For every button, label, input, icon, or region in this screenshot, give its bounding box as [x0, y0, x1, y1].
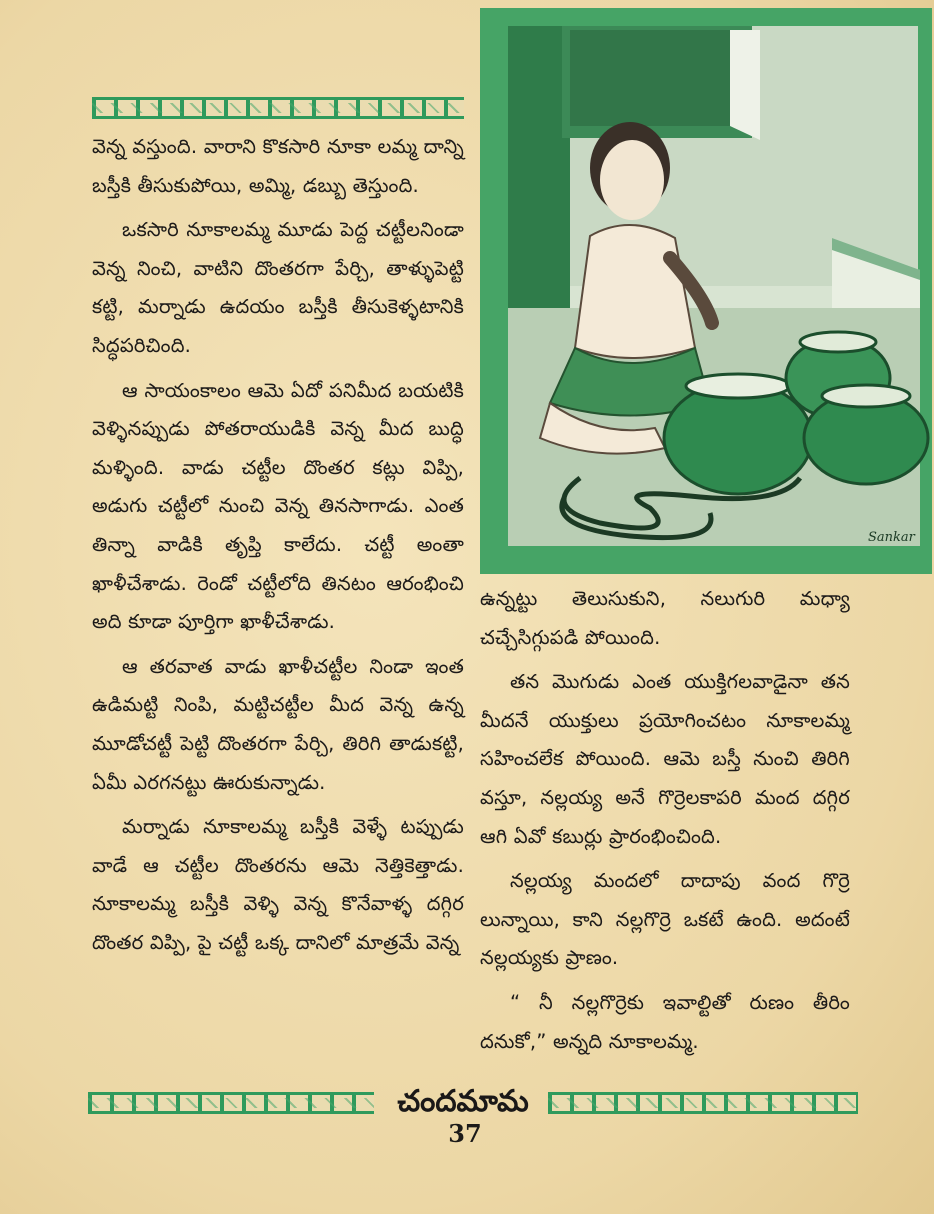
illustration-drawing: [480, 8, 932, 574]
paragraph: ఆ తరవాత వాడు ఖాళీచట్టీల నిండా ఇంత ఉడిమట్టి నింపి, మట్టిచట్టీల మీద వెన్న ఉన్న మూడోచట్టీ పెట్టి దొంతరగా పేర్చి, తిరిగి తాడుకట్టి, ఏమీ ఎరగనట్టు ఊరుకున్నాడు.: [92, 654, 464, 794]
decorative-border-top: [92, 97, 464, 119]
page-number: 37: [448, 1119, 482, 1148]
decorative-border-bottom-left: [88, 1092, 374, 1114]
paragraph: ఆ సాయంకాలం ఆమె ఏదో పనిమీద బయటికి వెళ్ళినప్పుడు పోతరాయుడికి వెన్న మీద బుద్ధి మళ్ళింది. వాడు చట్టీల దొంతర కట్లు విప్పి, అడుగు చట్టీలో నుంచి వెన్న తినసాగాడు. ఎంత తిన్నా వాడికి తృప్తి కాలేదు. చట్టీ అంతా ఖాళీచేశాడు. రెండో చట్టీలోది తినటం ఆరంభించి అది కూడా పూర్తిగా ఖాళీచేశాడు.: [92, 378, 464, 634]
magazine-masthead: చందమామ: [397, 1084, 529, 1119]
artist-signature: Sankar: [868, 530, 915, 545]
decorative-border-bottom-right: [548, 1092, 858, 1114]
paragraph: “ నీ నల్లగొర్రెకు ఇవాల్టితో రుణం తీరిం దనుకో,” అన్నది నూకాలమ్మ.: [480, 990, 850, 1053]
paragraph: ఉన్నట్టు తెలుసుకుని, నలుగురి మధ్యా చచ్చేసిగ్గుపడి పోయింది.: [480, 587, 850, 649]
story-illustration: [480, 8, 932, 574]
paragraph: నల్లయ్య మందలో దాదాపు వంద గొర్రె లున్నాయి, కాని నల్లగొర్రె ఒకటే ఉంది. అదంటే నల్లయ్యకు ప్రాణం.: [480, 869, 850, 970]
paragraph: మర్నాడు నూకాలమ్మ బస్తీకి వెళ్ళే టప్పుడు వాడే ఆ చట్టీల దొంతరను ఆమె నెత్తికెత్తాడు. నూకాలమ్మ బస్తీకి వెళ్ళి వెన్న కొనేవాళ్ళ దగ్గిర దొంతర విప్పి, పై చట్టీ ఒక్క దానిలో మాత్రమే వెన్న: [92, 815, 464, 954]
text-column-left: [92, 128, 464, 968]
paragraph: వెన్న వస్తుంది. వారాని కొకసారి నూకా లమ్మ దాన్ని బస్తీకి తీసుకుపోయి, అమ్మి, డబ్బు తెస్తుంది.: [92, 135, 464, 197]
paragraph: ఒకసారి నూకాలమ్మ మూడు పెద్ద చట్టీలనిండా వెన్న నించి, వాటిని దొంతరగా పేర్చి, తాళ్ళుపెట్టి కట్టి, మర్నాడు ఉదయం బస్తీకి తీసుకెళ్ళటానికి సిద్ధపరిచింది.: [92, 218, 464, 357]
paragraph: తన మొగుడు ఎంత యుక్తిగలవాడైనా తన మీదనే యుక్తులు ప్రయోగించటం నూకాలమ్మ సహించలేక పోయింది. ఆమె బస్తీ నుంచి తిరిగి వస్తూ, నల్లయ్య అనే గొర్రెలకాపరి మంద దగ్గిర ఆగి ఏవో కబుర్లు ప్రారంభించింది.: [480, 670, 850, 848]
text-column-right: [480, 580, 850, 1067]
